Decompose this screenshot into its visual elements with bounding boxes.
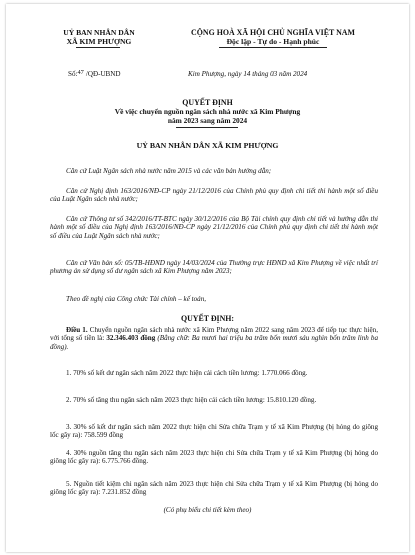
org-underline: [76, 47, 120, 48]
item-1: 1. 70% số kết dư ngân sách năm 2022 thực hiện cải cách tiền lương: 1.770.066 đồng.: [66, 369, 308, 377]
appendix-note: (Có phụ biểu chi tiết kèm theo): [163, 506, 252, 514]
issuing-authority: UỶ BAN NHÂN DÂN XÃ KIM PHƯỢNG: [136, 141, 279, 150]
subject-underline: [176, 127, 238, 128]
doc-number-suffix: /QĐ-UBND: [85, 70, 121, 78]
decision-title: QUYẾT ĐỊNH: [182, 98, 233, 107]
legal-basis-1: Căn cứ Luật Ngân sách nhà nước năm 2015 và các văn bản hướng dẫn;: [66, 167, 272, 175]
article-1-label: Điều 1.: [66, 326, 88, 334]
legal-basis-3: Căn cứ Thông tư số 342/2016/TT-BTC ngày 30/12/2016 của Bộ Tài chính quy định chi tiết và hướng dẫn thi hành một số điều của Nghị định 163/2016/NĐ-CP ngày 21/12/2016 của Chính phủ quy định chi tiết thi hành một số điều của Luật Ngân sách nhà nước;: [50, 215, 378, 240]
article-1: [50, 326, 378, 351]
issuing-org-line1: UỶ BAN NHÂN DÂN: [63, 28, 135, 37]
document-page: [6, 4, 409, 552]
item-4: 4. 30% nguồn tăng thu ngân sách năm 2023 thực hiện chi Sửa chữa Trạm y tế xã Kim Phượng (bị hỏng do giông lốc gây ra): 6.775.766 đồng.: [50, 449, 378, 466]
doc-number-value: 47: [77, 69, 84, 76]
proposal-basis: Theo đề nghị của Công chức Tài chính – kế toán,: [66, 295, 207, 303]
article-1-amount-words: (Bằng chữ: Ba mươi hai triệu ba trăm bốn mươi sáu nghìn bốn trăm linh ba đồng).: [50, 334, 378, 351]
legal-basis-4: Căn cứ Văn bản số: 05/TB-HĐND ngày 14/03/2024 của Thường trực HĐND xã Kim Phượng về việc nhất trí phương án sử dụng số dư ngân sách xã Kim Phượng năm 2023;: [50, 259, 378, 276]
issuing-org-line2: XÃ KIM PHƯỢNG: [66, 37, 132, 46]
item-2: 2. 70% số tăng thu ngân sách năm 2023 thực hiện cải cách tiền lương: 15.810.120 đồng.: [66, 396, 317, 404]
item-3: 3. 30% số kết dư ngân sách năm 2022 thực hiện chi Sửa chữa Trạm y tế xã Kim Phượng (bị hỏng do giông lốc gây ra): 758.599 đồng: [50, 423, 378, 440]
article-1-amount: 32.346.403 đồng: [106, 334, 156, 343]
decision-subject-line1: Về việc chuyển nguồn ngân sách nhà nước xã Kim Phượng: [114, 107, 301, 116]
nation-line1: CỘNG HOÀ XÃ HỘI CHỦ NGHĨA VIỆT NAM: [191, 28, 355, 37]
decision-subject-line2: năm 2023 sang năm 2024: [167, 116, 248, 125]
nation-line2: Độc lập - Tự do - Hạnh phúc: [226, 37, 320, 46]
legal-basis-2: Căn cứ Nghị định 163/2016/NĐ-CP ngày 21/12/2016 của Chính phủ quy định chi tiết thi hành một số điều của Luật Ngân sách nhà nước;: [50, 187, 378, 204]
place-date: Kim Phượng, ngày 14 tháng 03 năm 2024: [188, 70, 308, 78]
motto-underline: [219, 47, 327, 48]
article-1-text: Chuyển nguồn ngân sách nhà nước xã Kim Phượng năm 2022 sang năm 2023 để tiếp tục thực hiện, với tổng số tiền là:: [50, 326, 378, 343]
decision-heading: QUYẾT ĐỊNH:: [180, 314, 235, 323]
doc-number-prefix: Số:: [68, 70, 78, 78]
document-number: [68, 69, 121, 78]
item-5: 5. Nguồn tiết kiệm chi ngân sách năm 2023 thực hiện chi Sửa chữa Trạm y tế xã Kim Phượng (bị hỏng do giông lốc gây ra): 7.231.852 đồng: [50, 480, 378, 497]
